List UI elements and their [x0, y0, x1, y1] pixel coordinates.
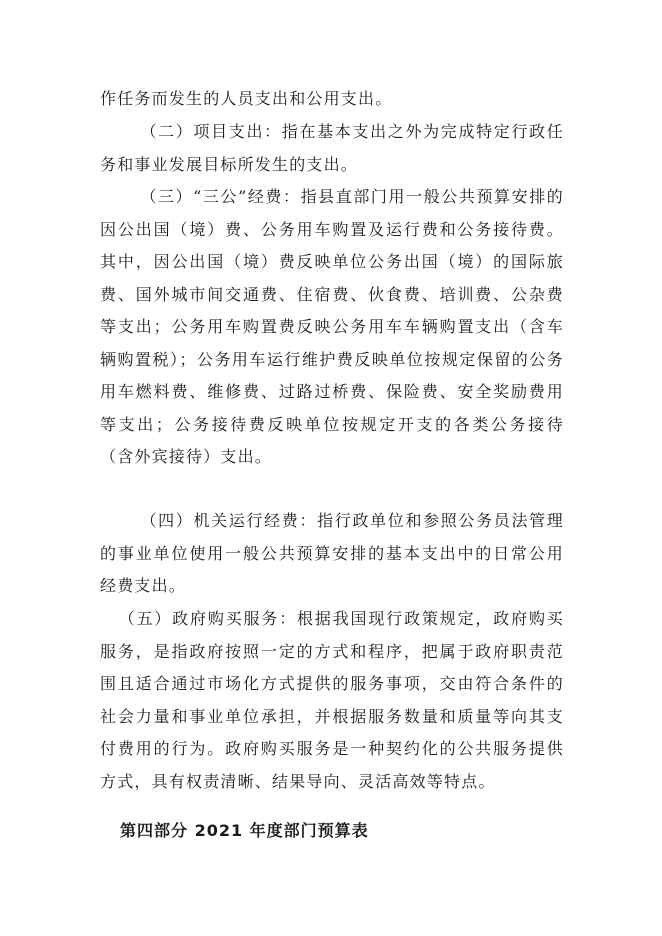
paragraph-text: 作任务而发生的人员支出和公用支出。 — [100, 89, 393, 108]
paragraph-continuation — [100, 83, 564, 116]
paragraph-government-purchase — [100, 603, 564, 798]
paragraph-project-expenditure — [100, 116, 564, 181]
section-heading: 第四部分 2021 年度部门预算表 — [120, 821, 369, 840]
paragraph-text: （三）“三公”经费：指县直部门用一般公共预算安排的因公出国（境）费、公务用车购置及运行费和公务接待费。其中，因公出国（境）费反映单位公务出国（境）的国际旅费、国外城市间交通费、住宿费、伙食费、培训费、公杂费等支出；公务用车购置费反映公务用车车辆购置支出（含车辆购置税）；公务用车运行维护费反映单位按规定保留的公务用车燃料费、维修费、过路过桥费、保险费、安全奖励费用等支出；公务接待费反映单位按规定开支的各类公务接待（含外宾接待）支出。 — [100, 187, 564, 466]
paragraph-text: （五）政府购买服务：根据我国现行政策规定，政府购买服务，是指政府按照一定的方式和程序，把属于政府职责范围且适合通过市场化方式提供的服务事项，交由符合条件的社会力量和事业单位承担，并根据服务数量和质量等向其支付费用的行为。政府购买服务是一种契约化的公共服务提供方式，具有权责清晰、结果导向、灵活高效等特点。 — [100, 609, 564, 791]
paragraph-operating-expenses — [100, 505, 564, 603]
paragraph-text: （二）项目支出：指在基本支出之外为完成特定行政任务和事业发展目标所发生的支出。 — [100, 122, 564, 174]
paragraph-three-public-expenses — [100, 181, 564, 474]
paragraph-text: （四）机关运行经费：指行政单位和参照公务员法管理的事业单位使用一般公共预算安排的基本支出中的日常公用经费支出。 — [100, 511, 564, 595]
